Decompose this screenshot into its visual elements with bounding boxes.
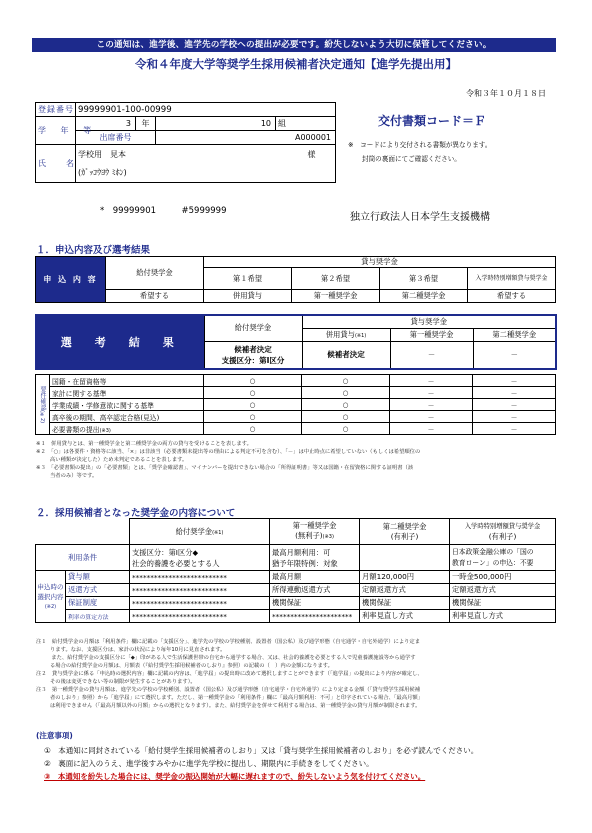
- special-header: 入学時特別増額貸与奨学金: [468, 268, 556, 290]
- result-taiyo-header: 貸与奨学金: [302, 315, 556, 328]
- caution-2: ② 裏面に記入のうえ、進学後すみやかに進学先学校に提出し、期限内に手続きをしてください。: [44, 759, 374, 768]
- choice-1-value: 併用貸与: [204, 290, 292, 303]
- issue-date: 令和３年１０月１８日: [466, 89, 546, 98]
- footnote-1: ※１ 併用貸与とは、第一種奨学金と第二種奨学金の両方の貸与を受けることを表します。: [36, 441, 252, 447]
- note-1d: る場合の給付奨学金の月額は、月額表（『給付奨学生採用候補者のしおり』参照）の記載の（ ）内の金額になります。: [50, 663, 333, 669]
- class-unit: 組: [276, 117, 336, 131]
- app-kyufu-header: 給付奨学金: [106, 257, 204, 290]
- note-1a: 注１ 給付奨学金の月額は「利用条件」欄に記載の「支援区分」、進学先の学校の学校種別、設置者（国公私）及び通学形態（自宅通学・自宅外通学）により定ま: [36, 639, 421, 645]
- attend-value: A000001: [156, 131, 336, 145]
- content-kyufu-header: 給付奨学金: [175, 526, 213, 536]
- organization-name: 独立行政法人日本学生支援機構: [350, 212, 490, 223]
- note-1c: また、給付奨学金の支援区分に「◆」印がある人で生活保護世帯の自宅から通学する場合、又は、社会的養護を必要とする人で児童養護施設等から通学す: [46, 655, 416, 661]
- content-row-label: 返還方式: [66, 584, 130, 597]
- condition-special-1: 日本政策金融公庫の「国の: [452, 547, 534, 556]
- result-label: 選 考 結 果: [36, 315, 204, 369]
- choice-2-value: 第一種奨学金: [292, 290, 380, 303]
- scholarship-content-table: [35, 518, 556, 623]
- doc-code: 交付書類コード＝Ｆ: [378, 114, 487, 128]
- result-heiyou-status: 候補者決定: [302, 341, 390, 369]
- choice-3-value: 第二種奨学金: [380, 290, 468, 303]
- choice-2-header: 第２希望: [292, 268, 380, 290]
- content-kyufu-note: (※1): [212, 529, 224, 536]
- choice-1-header: 第１希望: [204, 268, 292, 290]
- school-name: 学校用 見本: [78, 149, 126, 159]
- req-row-label: 高卒後の期間、高卒認定合格(見込): [50, 411, 204, 423]
- content-row-dai2: 月額120,000円: [360, 571, 450, 584]
- req-row-dai1: －: [390, 411, 473, 423]
- content-row-label: 貸与額: [66, 571, 130, 584]
- result-kyufu-header: 給付奨学金: [204, 315, 302, 341]
- condition-label: 利用条件: [36, 545, 130, 571]
- condition-special-2: 教育ローン」の申込：不要: [452, 558, 534, 567]
- note-2a: 注２ 貸与奨学金に係る「申込時の選択内容」欄に記載の内容は、「進学届」の提出時に改めて選択しますことができます（「進学届」の提出により内容が確定し、: [36, 671, 423, 677]
- app-kyufu-value: 希望する: [106, 290, 204, 303]
- condition-kyufu-1: 支援区分：第Ⅰ区分◆: [132, 547, 199, 557]
- result-dai1-status: －: [390, 341, 473, 369]
- registration-table: [35, 102, 336, 183]
- content-row-special: 利率見直し方式: [450, 610, 556, 623]
- req-row-heiyou: ○: [302, 399, 390, 411]
- content-dai1-header: 第一種奨学金: [292, 521, 337, 530]
- section1-footnotes: [36, 440, 556, 480]
- req-row-dai2: －: [473, 399, 556, 411]
- req-row-dai1: －: [390, 387, 473, 399]
- content-special-header: 入学時特別増額貸与奨学金: [464, 522, 541, 530]
- selection-label-1: 申込時の: [37, 582, 64, 591]
- section2-footnotes: [36, 638, 556, 710]
- caution-3: ③ 本通知を紛失した場合には、奨学金の振込開始が大幅に遅れますので、紛失しないよう気を付けてください。: [44, 772, 426, 781]
- note-3b: 者のしおり」参照）から「進学届」にて選択します。ただし、第一種奨学金の「利用条件」欄に「最高月額利用：不可」と印字されている場合、「最高月額」: [50, 695, 424, 701]
- content-row-label: 保証制度: [66, 597, 130, 610]
- content-row-dai1: 最高月額: [270, 571, 360, 584]
- content-dai1-note: (※3): [322, 534, 334, 540]
- caution-1: ① 本通知に同封されている「給付奨学生採用候補者のしおり」又は「貸与奨学生採用候補者のしおり」を必ず読んでください。: [44, 746, 479, 755]
- req-row-heiyou: ○: [342, 376, 349, 385]
- application-label: 申 込 内 容: [36, 257, 106, 303]
- footnote-2b: 高い種類が決定した）ため未判定であることを表します。: [50, 457, 188, 463]
- condition-dai1-1: 最高月額利用：可: [272, 547, 331, 557]
- req-row-note: (※3): [99, 427, 111, 434]
- result-dai2-status: －: [473, 341, 556, 369]
- req-row-kyufu: ○: [204, 399, 302, 411]
- result-kyufu-status: 候補者決定: [234, 344, 272, 354]
- req-row-label: 学業成績・学修意欲に関する基準: [50, 399, 204, 411]
- req-row-label: 必要書類の提出: [52, 425, 100, 434]
- req-row-label: 家計に関する基準: [50, 387, 204, 399]
- content-row-dai2: 機関保証: [360, 597, 450, 610]
- req-row-kyufu: ○: [204, 423, 302, 435]
- content-row-dai1: **********************: [270, 610, 360, 623]
- req-row-heiyou: ○: [302, 423, 390, 435]
- req-row-dai2: －: [473, 423, 556, 435]
- result-heiyou-note: (※1): [354, 332, 367, 339]
- note-1b: ります。なお、支援区分は、家計の状況により毎年10月に見直されます。: [50, 647, 226, 653]
- content-row-kyufu: **************************: [130, 597, 270, 610]
- content-dai2-header: 第二種奨学金: [382, 521, 427, 531]
- result-heiyou-header: 併用貸与: [325, 329, 355, 339]
- content-row-dai1: 機関保証: [270, 597, 360, 610]
- req-row-heiyou: ○: [302, 411, 390, 423]
- content-row-kyufu: **************************: [130, 571, 270, 584]
- id-numbers: * 99999901 #5999999: [100, 206, 227, 216]
- grade-unit: 年: [136, 117, 156, 131]
- result-kyufu-category: 支援区分：第Ⅰ区分: [221, 355, 285, 365]
- note-3c: は利用できません（「最高月額以外の月額」からの選択となります）。また、給付奨学金を併せて利用する場合は、第一種奨学金の貸与月額が制限されます。: [50, 703, 421, 709]
- choice-3-header: 第３希望: [380, 268, 468, 290]
- grade-label: 学 年 等: [36, 117, 76, 145]
- content-row-special: 一時金500,000円: [450, 571, 556, 584]
- req-row-kyufu: ○: [204, 411, 302, 423]
- note-3a: 注３ 第一種奨学金の貸与月額は、進学先の学校の学校種別、設置者（国公私）及び通学形態（自宅通学・自宅外通学）により定まる金額（「貸与奨学生採用候補: [36, 687, 421, 693]
- req-row-label: 国籍・在留資格等: [50, 375, 204, 387]
- footnote-3b: 当者のみ）等です。: [50, 473, 98, 479]
- selection-label-2: 選択内容: [37, 592, 64, 601]
- req-row-kyufu: ○: [249, 376, 256, 385]
- condition-kyufu-2: 社会的養護を必要とする人: [132, 558, 220, 568]
- result-dai2-header: 第二種奨学金: [473, 328, 556, 341]
- name-kana: (ｶﾞｯｺｳﾖｳ ﾐﾎﾝ): [76, 164, 336, 183]
- result-dai1-header: 第一種奨学金: [390, 328, 473, 341]
- req-row-dai1: －: [390, 399, 473, 411]
- content-row-special: 機関保証: [450, 597, 556, 610]
- footnote-3a: ※３ 「必要書類の提出」の「必要書類」とは、「奨学金確認書」、マイナンバーを提出できない場合の「所得証明書」等又は国籍・在留資格に関する証明書（該: [36, 465, 414, 471]
- notice-banner: この通知は、進学後、進学先の学校への提出が必要です。紛失しないよう大切に保管してください。: [32, 38, 556, 52]
- content-row-dai2: 利率見直し方式: [360, 610, 450, 623]
- content-row-dai2: 定額返還方式: [360, 584, 450, 597]
- content-row-kyufu: **************************: [130, 584, 270, 597]
- req-row-dai1: －: [390, 423, 473, 435]
- requirements-table: [35, 374, 556, 435]
- doc-code-note-1: ※ コードにより交付される書類が異なります。: [348, 141, 492, 149]
- reg-label: 登録番号: [36, 103, 76, 117]
- content-row-kyufu: **************************: [130, 610, 270, 623]
- selection-label-note: (※2): [44, 603, 57, 610]
- note-2b: その後は変更できない等の制限が発生することがあります）。: [50, 679, 196, 685]
- footnote-2a: ※２ 「○」は各要件・資格等に該当、「×」は非該当（必要書類未提出等の理由による判定不可を含む）、「－」は中止時点に希望していない（もしくは希望順位の: [36, 449, 421, 455]
- req-row-dai2: －: [473, 375, 556, 387]
- req-row-heiyou: ○: [302, 387, 390, 399]
- condition-dai1-2: 猶予年限特例：対象: [272, 558, 338, 568]
- content-row-special: 定額返還方式: [450, 584, 556, 597]
- content-special-sub: (有利子): [488, 531, 517, 541]
- app-taiyo-header: 貸与奨学金: [204, 257, 556, 268]
- result-table: [35, 314, 557, 370]
- requirements-label: 要件確認: [39, 385, 46, 410]
- reg-number: 99999901-100-00999: [76, 103, 336, 117]
- section2-heading: ２．採用候補者となった奨学金の内容について: [36, 508, 236, 519]
- special-value: 希望する: [468, 290, 556, 303]
- attend-label: 出席番号: [76, 131, 156, 145]
- grade-value: 3: [76, 117, 136, 131]
- name-label: 氏 名: [36, 145, 76, 183]
- content-row-label: 利率の算定方法: [66, 610, 130, 623]
- content-dai2-sub: (有利子): [390, 531, 419, 541]
- honorific: 様: [307, 149, 316, 159]
- content-dai1-sub: (無利子): [295, 531, 323, 540]
- caution-title: (注意事項): [36, 731, 73, 740]
- doc-code-note-2: 封筒の裏面にてご確認ください。: [362, 155, 461, 163]
- section1-heading: １．申込内容及び選考結果: [36, 245, 151, 256]
- req-row-dai2: －: [473, 411, 556, 423]
- requirements-note: (※2): [39, 409, 45, 424]
- req-row-kyufu: ○: [204, 387, 302, 399]
- page-title: 令和４年度大学等奨学生採用候補者決定通知【進学先提出用】: [135, 57, 457, 71]
- class-value: 10: [156, 117, 276, 131]
- req-row-dai1: －: [390, 375, 473, 387]
- req-row-dai2: －: [473, 387, 556, 399]
- application-table: [35, 256, 556, 303]
- content-row-dai1: 所得連動返還方式: [270, 584, 360, 597]
